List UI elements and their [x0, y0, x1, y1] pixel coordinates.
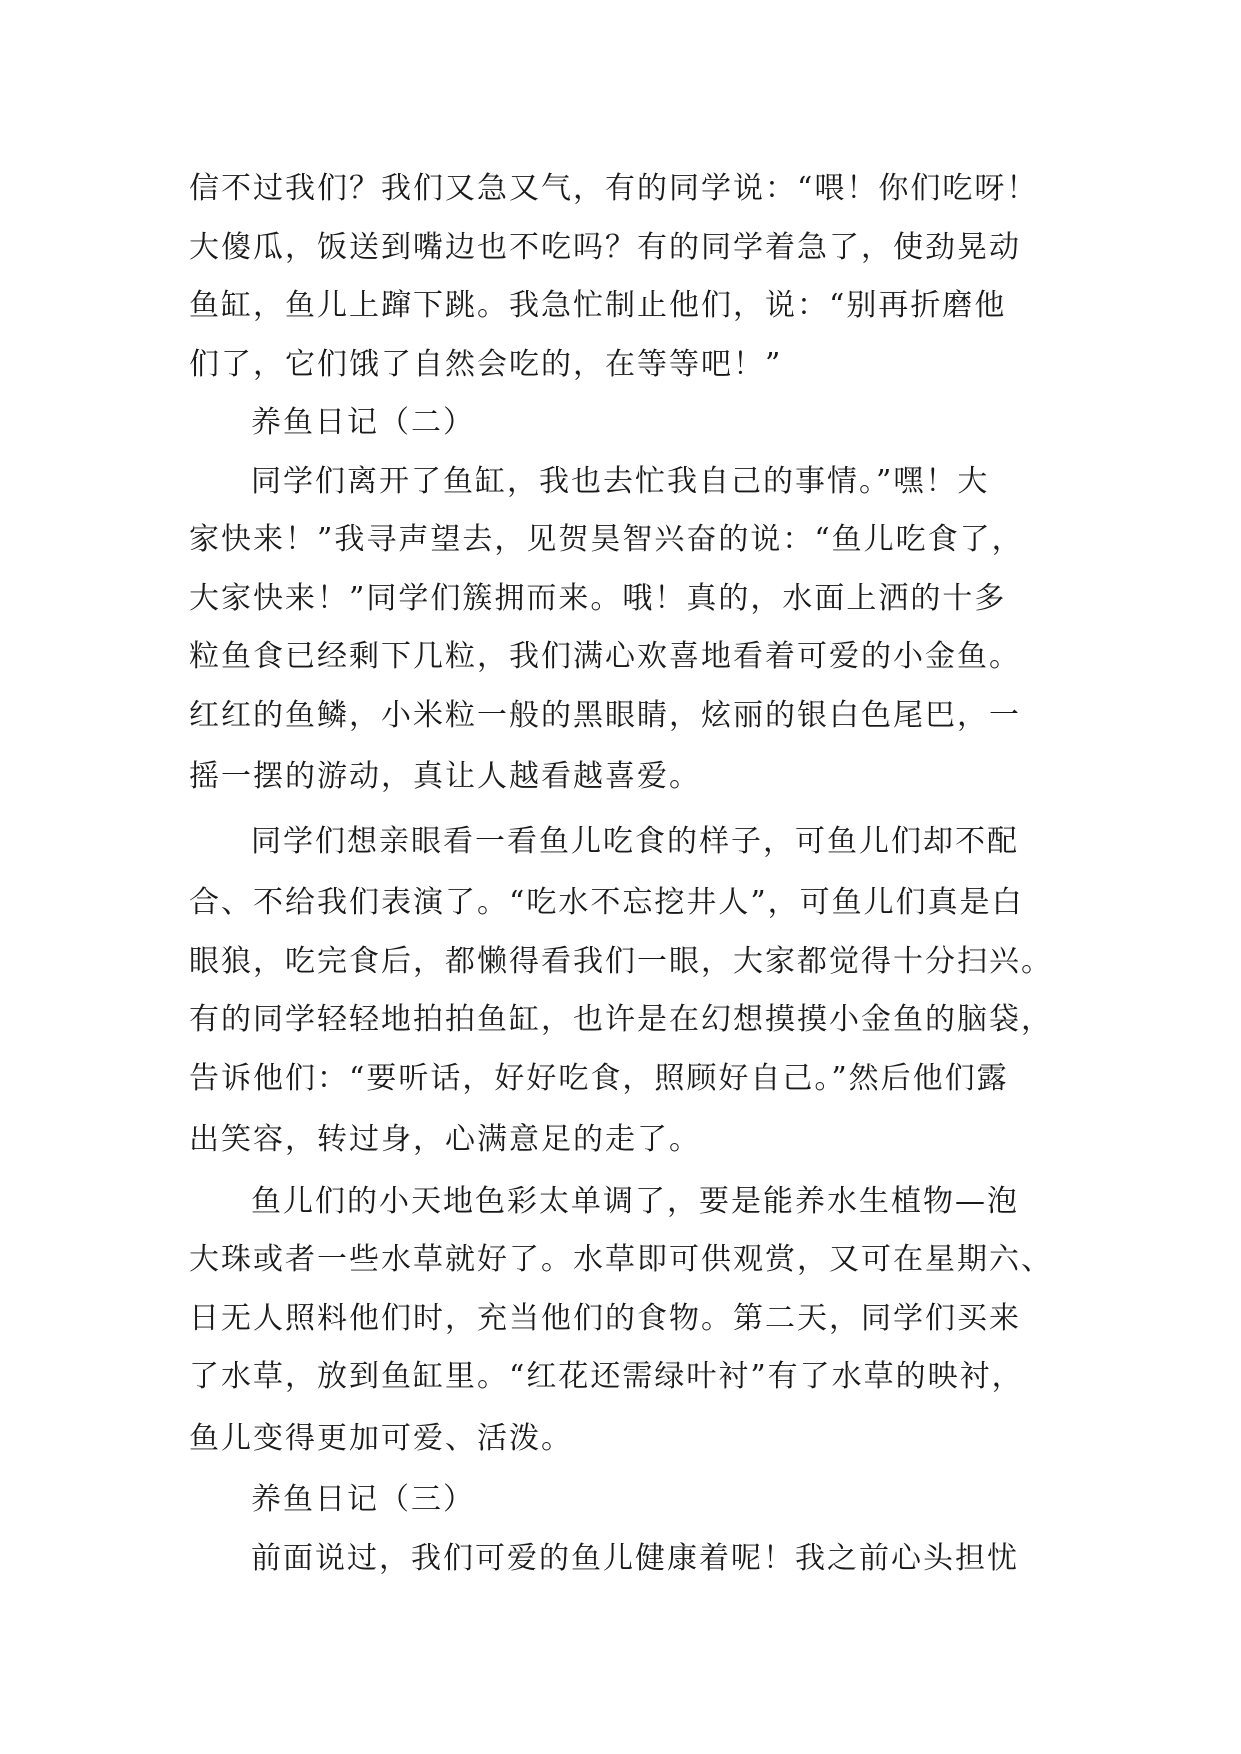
- text-line: 前面说过，我们可爱的鱼儿健康着呢！我之前心头担忧: [251, 1540, 1019, 1576]
- text-line: 日无人照料他们时，充当他们的食物。第二天，同学们买来: [189, 1300, 1021, 1336]
- text-line: 了水草，放到鱼缸里。“红花还需绿叶衬”有了水草的映衬，: [189, 1359, 1024, 1394]
- text-line: 告诉他们：“要听话，好好吃食，照顾好自己。”然后他们露: [189, 1060, 1009, 1096]
- text-line: 粒鱼食已经剩下几粒，我们满心欢喜地看着可爱的小金鱼。: [189, 639, 1021, 674]
- section-heading: 养鱼日记（三）: [251, 1482, 475, 1517]
- text-line: 大家快来！”同学们簇拥而来。哦！真的，水面上洒的十多: [189, 580, 1007, 616]
- text-line: 鱼儿变得更加可爱、活泼。: [189, 1420, 573, 1456]
- text-line: 红红的鱼鳞，小米粒一般的黑眼睛，炫丽的银白色尾巴，一: [189, 697, 1021, 733]
- section-heading: 养鱼日记（二）: [251, 405, 475, 440]
- text-line: 同学们想亲眼看一看鱼儿吃食的样子，可鱼儿们却不配: [251, 823, 1019, 859]
- text-line: 们了，它们饿了自然会吃的，在等等吧！”: [189, 346, 783, 382]
- text-line: 合、不给我们表演了。“吃水不忘挖井人”，可鱼儿们真是白: [189, 885, 1024, 920]
- text-line: 眼狼，吃完食后，都懒得看我们一眼，大家都觉得十分扫兴。: [189, 943, 1053, 979]
- text-line: 信不过我们？我们又急又气，有的同学说：“喂！你们吃呀！: [189, 171, 1039, 206]
- text-line: 鱼缸，鱼儿上蹿下跳。我急忙制止他们，说：“别再折磨他: [189, 288, 1007, 323]
- text-line: 出笑容，转过身，心满意足的走了。: [189, 1122, 701, 1157]
- text-line: 大傻瓜，饭送到嘴边也不吃吗？有的同学着急了，使劲晃动: [189, 229, 1021, 265]
- text-line: 鱼儿们的小天地色彩太单调了，要是能养水生植物—泡: [251, 1183, 1019, 1219]
- text-line: 大珠或者一些水草就好了。水草即可供观赏，又可在星期六、: [189, 1242, 1053, 1277]
- text-line: 同学们离开了鱼缸，我也去忙我自己的事情。”嘿！大: [251, 463, 990, 499]
- text-line: 家快来！”我寻声望去，见贺昊智兴奋的说：“鱼儿吃食了，: [189, 522, 1024, 557]
- text-line: 摇一摆的游动，真让人越看越喜爱。: [189, 759, 701, 794]
- text-line: 有的同学轻轻地拍拍鱼缸，也许是在幻想摸摸小金鱼的脑袋，: [189, 1002, 1053, 1037]
- document-body: [189, 160, 1069, 1588]
